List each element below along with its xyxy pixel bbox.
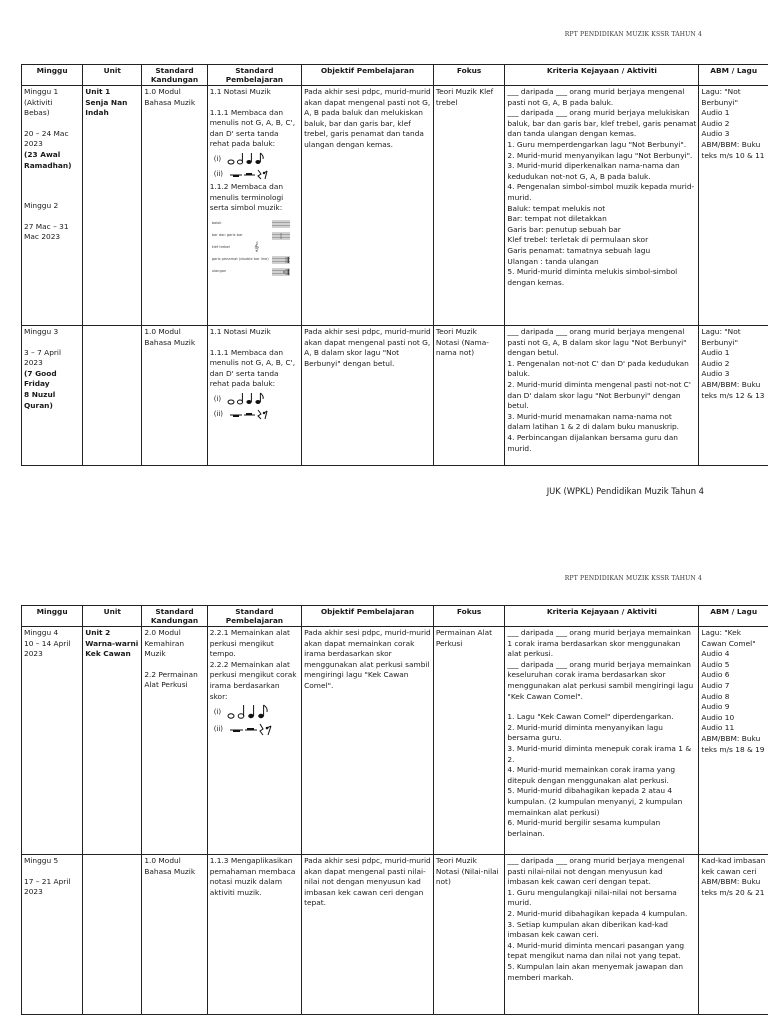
col-header-minggu: Minggu [22,606,83,627]
cell-sk: 1.0 Modul Bahasa Muzik [142,326,207,466]
col-header-abm: ABM / Lagu [699,606,768,627]
cell-kriteria: ___ daripada ___ orang murid berjaya mengenal pasti not G, A, B pada baluk. ___ daripada ___ orang murid berjaya melukiskan baluk, bar dan garis bar, klef trebel, garis penamat dan tanda ulangan dengan kemas. 1. Guru memperdengarkan lagu "Not Berbunyi". 2. Murid-murid menyanyikan lagu "Not Berbunyi". 3. Murid-murid diperkenalkan nama-nama dan kedudukan not-not G, A, B pada baluk. 4. Pengenalan simbol-simbol muzik kepada murid-murid. Baluk: tempat melukis not Bar: tempat not diletakkan Garis bar: penutup sebuah bar Klef trebel: terletak di permulaan skor Garis penamat: tamatnya sebuah lagu Ulangan : tanda ulangan 5. Murid-murid diminta melukis simbol-simbol dengan kemas. [505,86,699,326]
col-header-objektif: Objektif Pembelajaran [302,606,434,627]
cell-sp: 1.1 Notasi Muzik 1.1.1 Membaca dan menulis not G, A, B, C', dan D' serta tanda rehat pada baluk: (i) (ii) 1.1.2 Membaca dan menulis terminologi serta simbol muzik: balok bar dan garis bar klef trebel 𝄞 garis penamat (double bar line) ulangan [207,86,301,326]
page-footer: JUK (WPKL) Pendidikan Muzik Tahun 4 [546,486,704,496]
cell-sp: 1.1 Notasi Muzik 1.1.1 Membaca dan menulis not G, A, B, C', dan D' serta tanda rehat pada baluk: (i) (ii) [207,326,301,466]
page-header: RPT PENDIDIKAN MUZIK KSSR TAHUN 4 [564,575,702,582]
symbol-bar: bar dan garis bar [211,233,243,238]
table-row [22,627,768,855]
music-rests-icon [229,168,269,180]
table-row [22,86,768,326]
table-header-row [22,65,768,86]
table-row [22,855,768,1015]
cell-minggu: Minggu 4 10 – 14 April 2023 [22,627,83,855]
symbol-penamat: garis penamat (double bar line) [212,254,299,266]
cell-sk: 2.0 Modul Kemahiran Muzik 2.2 Permainan Alat Perkusi [142,627,207,855]
cell-unit [83,326,142,466]
cell-sp: 2.2.1 Memainkan alat perkusi mengikut tempo. 2.2.2 Memainkan alat perkusi mengikut corak irama berdasarkan skor: (i) (ii) [207,627,301,855]
cell-sk: 1.0 Modul Bahasa Muzik [142,855,207,1015]
cell-fokus: Teori Muzik Klef trebel [433,86,505,326]
col-header-kriteria: Kriteria Kejayaan / Aktiviti [505,65,699,86]
cell-unit [83,855,142,1015]
col-header-standard-pembelajaran: Standard Pembelajaran [207,606,301,627]
cell-kriteria: ___ daripada ___ orang murid berjaya mengenal pasti nilai-nilai not dengan menyusun kad imbasan kek cawan ceri dengan tepat. 1. Guru mengulangkaji nilai-nilai not bersama murid. 2. Murid-murid dibahagikan kepada 4 kumpulan. 3. Setiap kumpulan akan diberikan kad-kad imbasan kek cawan ceri. 4. Murid-murid diminta mencari pasangan yang tepat mengikut nama dan nilai not yang tepat. 5. Kumpulan lain akan menyemak jawapan dan memberi markah. [505,855,699,1015]
music-notes-icon [227,392,267,406]
page-2 [0,548,768,1024]
col-header-objektif: Objektif Pembelajaran [302,65,434,86]
cell-objektif: Pada akhir sesi pdpc, murid-murid akan dapat memainkan corak irama berdasarkan skor menggunakan alat perkusi sambil mengiringi lagu "Kek Cawan Comel". [302,627,434,855]
col-header-standard-pembelajaran: Standard Pembelajaran [207,65,301,86]
cell-objektif: Pada akhir sesi pdpc, murid-murid akan dapat mengenal pasti not G, A, B pada baluk dan melukiskan baluk, bar dan garis bar, klef trebel, garis penamat dan tanda ulangan dengan kemas. [302,86,434,326]
symbol-balok: balok [211,221,222,226]
symbol-klef: klef trebel 𝄞 [211,242,260,253]
cell-minggu: Minggu 5 17 – 21 April 2023 [22,855,83,1015]
cell-abm: Lagu: "Not Berbunyi" Audio 1 Audio 2 Audio 3 ABM/BBM: Buku teks m/s 12 & 13 [699,326,768,466]
cell-fokus: Teori Muzik Notasi (Nama-nama not) [433,326,505,466]
col-header-fokus: Fokus [433,65,505,86]
col-header-fokus: Fokus [433,606,505,627]
page-header: RPT PENDIDIKAN MUZIK KSSR TAHUN 4 [564,31,702,38]
treble-clef-icon: 𝄞 [253,242,260,253]
cell-abm: Kad-kad imbasan kek cawan ceri ABM/BBM: Buku teks m/s 20 & 21 [699,855,768,1015]
col-header-standard-kandungan: Standard Kandungan [142,65,207,86]
rests-icon-row: (ii) [214,168,299,180]
notes-icon-row: (i) [214,152,299,166]
cell-unit: Unit 2 Warna-warni Kek Cawan [83,627,142,855]
col-header-abm: ABM / Lagu [699,65,768,86]
cell-unit: Unit 1 Senja Nan Indah [83,86,142,326]
music-notes-icon [227,152,267,166]
cell-kriteria: ___ daripada ___ orang murid berjaya memainkan 1 corak irama berdasarkan skor menggunakan alat perkusi. ___ daripada ___ orang murid berjaya memainkan keseluruhan corak irama berdasarkan skor menggunakan alat perkusi sambil mengiringi lagu "Kek Cawan Comel". 1. Lagu "Kek Cawan Comel" diperdengarkan. 2. Murid-murid diminta menyanyikan lagu bersama guru. 3. Murid-murid diminta menepuk corak irama 1 & 2. 4. Murid-murid memainkan corak irama yang ditepuk dengan menggunakan alat perkusi. 5. Murid-murid dibahagikan kepada 2 atau 4 kumpulan. (2 kumpulan menyanyi, 2 kumpulan memainkan alat perkusi) 6. Murid-murid bergilir sesama kumpulan berlainan. [505,627,699,855]
col-header-kriteria: Kriteria Kejayaan / Aktiviti [505,606,699,627]
rests-icon-row: (ii) [214,408,299,420]
table-header-row [22,606,768,627]
col-header-minggu: Minggu [22,65,83,86]
cell-kriteria: ___ daripada ___ orang murid berjaya mengenal pasti not G, A, B dalam skor lagu "Not Berbunyi" dengan betul. 1. Pengenalan not-not C' dan D' pada kedudukan baluk. 2. Murid-murid diminta mengenal pasti not-not C' dan D' dalam skor lagu "Not Berbunyi" dengan betul. 3. Murid-murid menamakan nama-nama not dalam latihan 1 & 2 di dalam buku manuskrip. 4. Perbincangan dijalankan bersama guru dan murid. [505,326,699,466]
col-header-standard-kandungan: Standard Kandungan [142,606,207,627]
cell-fokus: Teori Muzik Notasi (Nilai-nilai not) [433,855,505,1015]
music-notes-icon [227,704,271,720]
rpt-table-page-2 [21,605,768,1015]
music-symbols-list [212,218,299,278]
rpt-table-page-1 [21,64,768,466]
music-rests-icon [229,722,273,736]
symbol-ulangan: ulangan [212,266,299,278]
cell-objektif: Pada akhir sesi pdpc, murid-murid akan dapat mengenal pasti not G, A, B dalam skor lagu "Not Berbunyi" dengan betul. [302,326,434,466]
cell-fokus: Permainan Alat Perkusi [433,627,505,855]
col-header-unit: Unit [83,65,142,86]
notes-icon-row: (i) [214,392,299,406]
cell-minggu: Minggu 3 3 – 7 April 2023 (7 Good Friday 8 Nuzul Quran) [22,326,83,466]
cell-minggu: Minggu 1 (Aktiviti Bebas) 20 – 24 Mac 2023 (23 Awal Ramadhan) Minggu 2 27 Mac – 31 Mac 2023 [22,86,83,326]
notes-icon-row: (i) [214,704,299,720]
cell-abm: Lagu: "Kek Cawan Comel" Audio 4 Audio 5 Audio 6 Audio 7 Audio 8 Audio 9 Audio 10 Audio 11 ABM/BBM: Buku teks m/s 18 & 19 [699,627,768,855]
cell-sk: 1.0 Modul Bahasa Muzik [142,86,207,326]
table-row [22,326,768,466]
cell-sp: 1.1.3 Mengaplikasikan pemahaman membaca notasi muzik dalam aktiviti muzik. [207,855,301,1015]
rests-icon-row: (ii) [214,722,299,736]
cell-abm: Lagu: "Not Berbunyi" Audio 1 Audio 2 Audio 3 ABM/BBM: Buku teks m/s 10 & 11 [699,86,768,326]
cell-objektif: Pada akhir sesi pdpc, murid-murid akan dapat mengenal pasti nilai-nilai not dengan menyusun kad imbasan kek cawan ceri dengan tepat. [302,855,434,1015]
music-rests-icon [229,408,269,420]
col-header-unit: Unit [83,606,142,627]
